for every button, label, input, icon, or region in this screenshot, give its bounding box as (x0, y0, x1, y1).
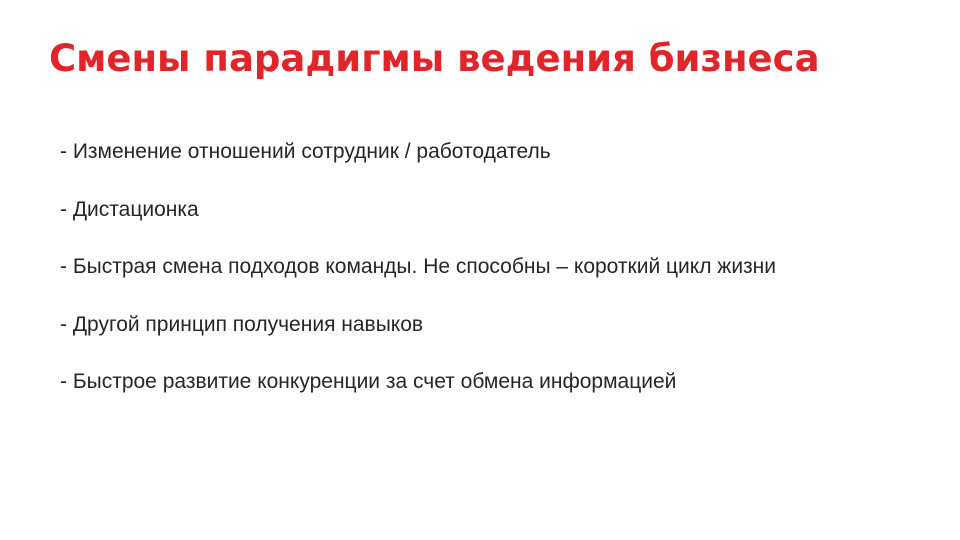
slide-title: Смены парадигмы ведения бизнеса (49, 37, 820, 80)
bullet-item: - Другой принцип получения навыков (60, 312, 424, 336)
bullet-item: - Дистационка (60, 197, 199, 221)
bullet-item: - Изменение отношений сотрудник / работодатель (60, 140, 551, 163)
bullet-item: - Быстрая смена подходов команды. Не способны – короткий цикл жизни (60, 255, 777, 278)
bullet-list (60, 137, 776, 425)
bullet-item: - Быстрое развитие конкуренции за счет обмена информацией (60, 370, 677, 393)
